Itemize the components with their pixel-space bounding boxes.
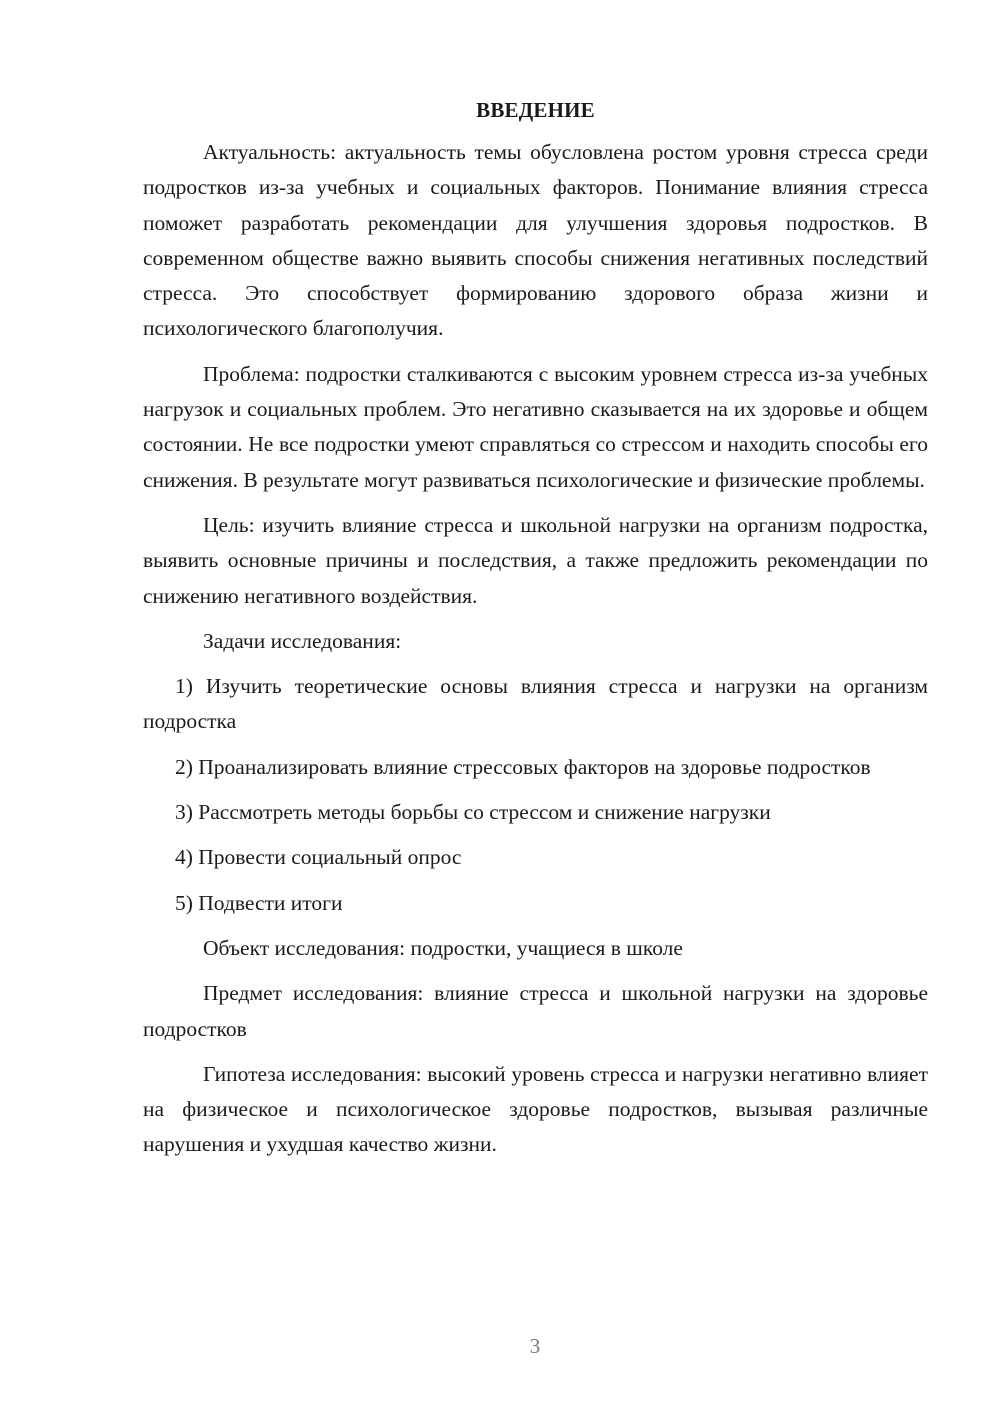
relevance-paragraph: Актуальность: актуальность темы обусловлена ростом уровня стресса среди подростков из-за учебных и социальных факторов. Понимание влияния стресса поможет разработать рекомендации для улучшения здоровья подростков. В современном обществе важно выявить способы снижения негативных последствий стресса. Это способствует формированию здорового образа жизни и психологического благополучия.: [143, 140, 928, 341]
hypothesis-paragraph: Гипотеза исследования: высокий уровень стресса и нагрузки негативно влияет на физическое и психологическое здоровье подростков, вызывая различные нарушения и ухудшая качество жизни.: [143, 1061, 928, 1157]
task-item-4: 4) Провести социальный опрос: [175, 845, 462, 870]
object-paragraph: Объект исследования: подростки, учащиеся в школе: [203, 935, 683, 960]
goal-paragraph: Цель: изучить влияние стресса и школьной нагрузки на организм подростка, выявить основные причины и последствия, а также предложить рекомендации по снижению негативного воздействия.: [143, 512, 928, 608]
page-title: ВВЕДЕНИЕ: [476, 98, 595, 122]
tasks-heading: Задачи исследования:: [203, 628, 402, 653]
task-item-2: 2) Проанализировать влияние стрессовых факторов на здоровье подростков: [175, 754, 871, 779]
task-item-1: 1) Изучить теоретические основы влияния стресса и нагрузки на организм подростка: [143, 674, 928, 734]
page-content: [143, 95, 928, 1173]
subject-paragraph: Предмет исследования: влияние стресса и школьной нагрузки на здоровье подростков: [143, 981, 928, 1041]
page-number: 3: [529, 1334, 541, 1358]
problem-paragraph: Проблема: подростки сталкиваются с высоким уровнем стресса из-за учебных нагрузок и социальных проблем. Это негативно сказывается на их здоровье и общем состоянии. Не все подростки умеют справляться со стрессом и находить способы его снижения. В результате могут развиваться психологические и физические проблемы.: [143, 361, 928, 492]
task-item-3: 3) Рассмотреть методы борьбы со стрессом и снижение нагрузки: [175, 800, 771, 825]
task-item-5: 5) Подвести итоги: [175, 890, 343, 915]
